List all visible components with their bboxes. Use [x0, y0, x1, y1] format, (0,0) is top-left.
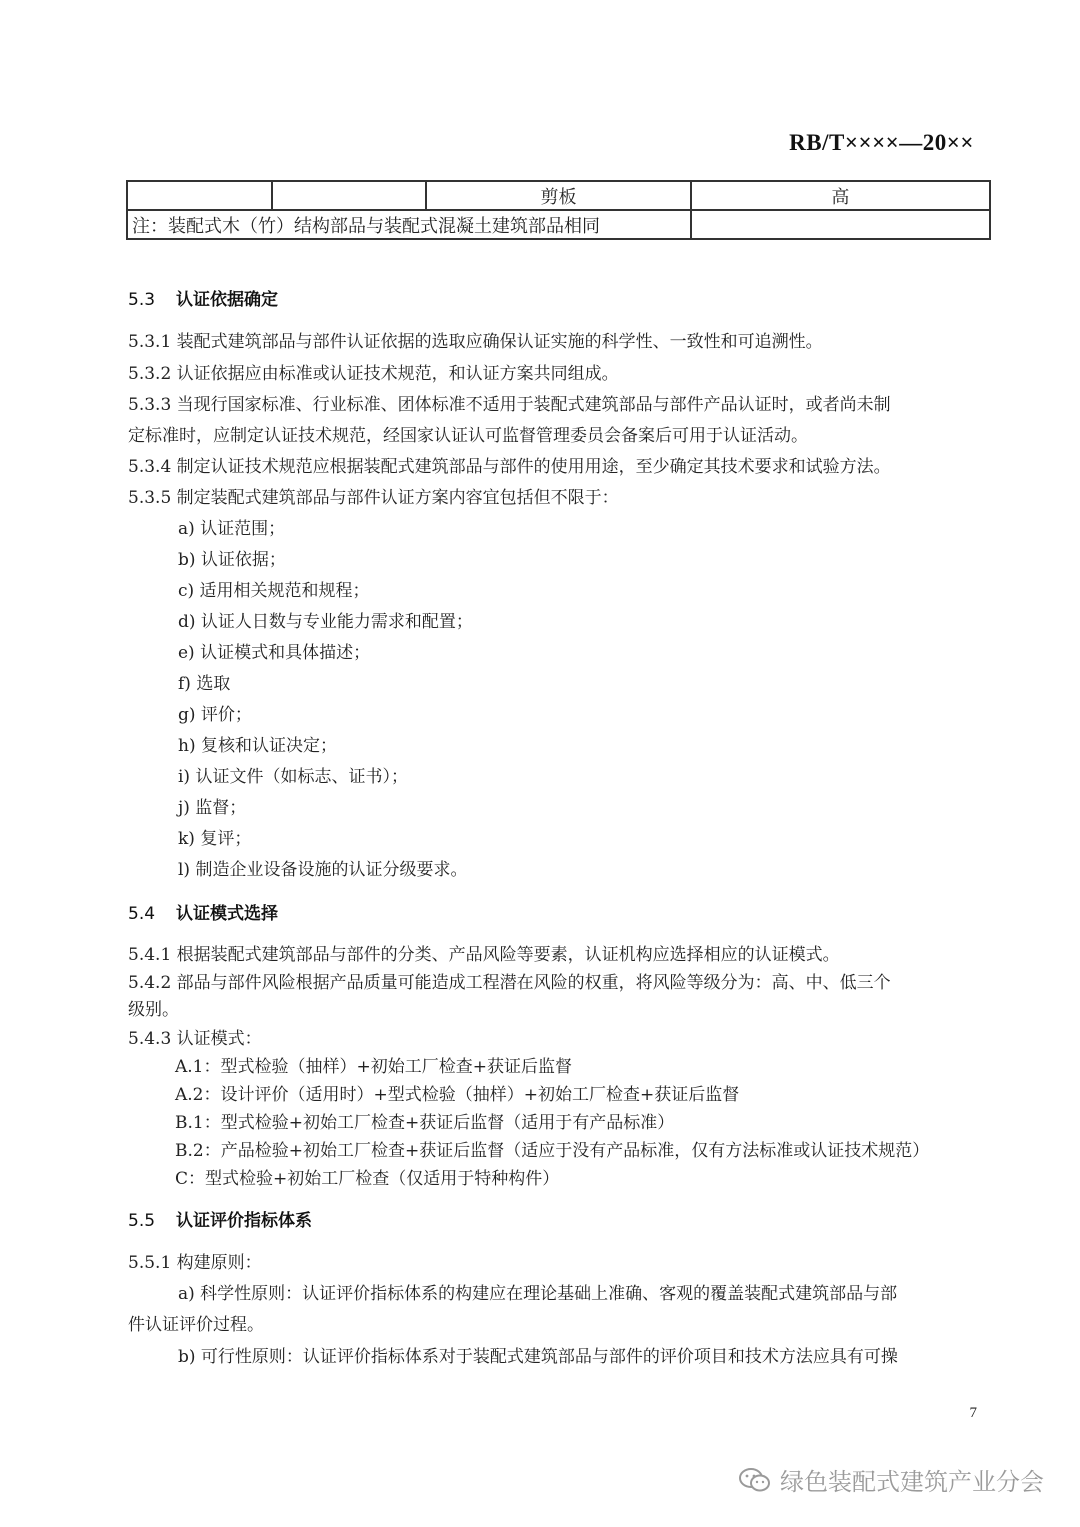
list-item: d) 认证人日数与专业能力需求和配置； [178, 612, 473, 632]
spec-table [126, 180, 991, 240]
list-item: k) 复评； [178, 829, 252, 849]
table-row [127, 181, 990, 210]
section-heading-5-3 [128, 288, 278, 312]
list-item: j) 监督； [178, 798, 247, 818]
paragraph: 5.4.1 根据装配式建筑部品与部件的分类、产品风险等要素，认证机构应选择相应的认证模式。 [128, 945, 840, 965]
section-title: 认证评价指标体系 [176, 1211, 312, 1231]
paragraph: 5.3.1 装配式建筑部品与部件认证依据的选取应确保认证实施的科学性、一致性和可追溯性。 [128, 332, 823, 352]
list-item: A.2：设计评价（适用时）+型式检验（抽样）+初始工厂检查+获证后监督 [175, 1085, 740, 1105]
list-item: e) 认证模式和具体描述； [178, 643, 371, 663]
section-number: 5.5 [128, 1211, 156, 1231]
paragraph: 定标准时，应制定认证技术规范，经国家认证认可监督管理委员会备案后可用于认证活动。 [128, 426, 808, 446]
list-item: C：型式检验+初始工厂检查（仅适用于特种构件） [175, 1169, 560, 1189]
section-heading-5-4 [128, 902, 278, 926]
wechat-icon [738, 1467, 772, 1493]
paragraph: 件认证评价过程。 [128, 1315, 264, 1335]
paragraph: 级别。 [128, 1000, 179, 1020]
list-item: c) 适用相关规范和规程； [178, 581, 370, 601]
list-item: g) 评价； [178, 705, 252, 725]
list-item: l) 制造企业设备设施的认证分级要求。 [178, 860, 468, 880]
table-note: 注：装配式木（竹）结构部品与装配式混凝土建筑部品相同 [127, 210, 691, 239]
paragraph: 5.3.3 当现行国家标准、行业标准、团体标准不适用于装配式建筑部品与部件产品认证时，或者尚未制 [128, 395, 891, 415]
watermark [738, 1462, 1044, 1497]
paragraph: b) 可行性原则：认证评价指标体系对于装配式建筑部品与部件的评价项目和技术方法应具有可操 [178, 1347, 898, 1367]
table-cell: 高 [691, 181, 990, 210]
table-cell [691, 210, 990, 239]
standard-code: RB/T××××—20×× [789, 130, 974, 155]
list-item: h) 复核和认证决定； [178, 736, 337, 756]
paragraph: a) 科学性原则：认证评价指标体系的构建应在理论基础上准确、客观的覆盖装配式建筑部品与部 [178, 1284, 898, 1304]
section-number: 5.3 [128, 290, 156, 310]
paragraph: 5.4.3 认证模式： [128, 1029, 262, 1049]
table-cell [127, 181, 272, 210]
paragraph: 5.4.2 部品与部件风险根据产品质量可能造成工程潜在风险的权重，将风险等级分为：高、中、低三个 [128, 973, 891, 993]
paragraph: 5.3.4 制定认证技术规范应根据装配式建筑部品与部件的使用用途，至少确定其技术要求和试验方法。 [128, 457, 891, 477]
section-number: 5.4 [128, 904, 156, 924]
list-item: B.1：型式检验+初始工厂检查+获证后监督（适用于有产品标准） [175, 1113, 675, 1133]
watermark-text: 绿色装配式建筑产业分会 [780, 1468, 1044, 1496]
table-cell [272, 181, 427, 210]
list-item: f) 选取 [178, 674, 231, 694]
section-title: 认证依据确定 [176, 290, 278, 310]
paragraph: 5.5.1 构建原则： [128, 1253, 262, 1273]
list-item: A.1：型式检验（抽样）+初始工厂检查+获证后监督 [175, 1057, 572, 1077]
paragraph: 5.3.5 制定装配式建筑部品与部件认证方案内容宜包括但不限于： [128, 488, 619, 508]
section-title: 认证模式选择 [176, 904, 278, 924]
list-item: b) 认证依据； [178, 550, 286, 570]
list-item: i) 认证文件（如标志、证书）； [178, 767, 408, 787]
list-item: B.2：产品检验+初始工厂检查+获证后监督（适应于没有产品标准，仅有方法标准或认证技术规范） [175, 1141, 930, 1161]
table-row [127, 210, 990, 239]
section-heading-5-5 [128, 1209, 312, 1233]
paragraph: 5.3.2 认证依据应由标准或认证技术规范，和认证方案共同组成。 [128, 364, 619, 384]
list-item: a) 认证范围； [178, 519, 286, 539]
table-cell: 剪板 [426, 181, 690, 210]
page-number: 7 [969, 1405, 977, 1421]
